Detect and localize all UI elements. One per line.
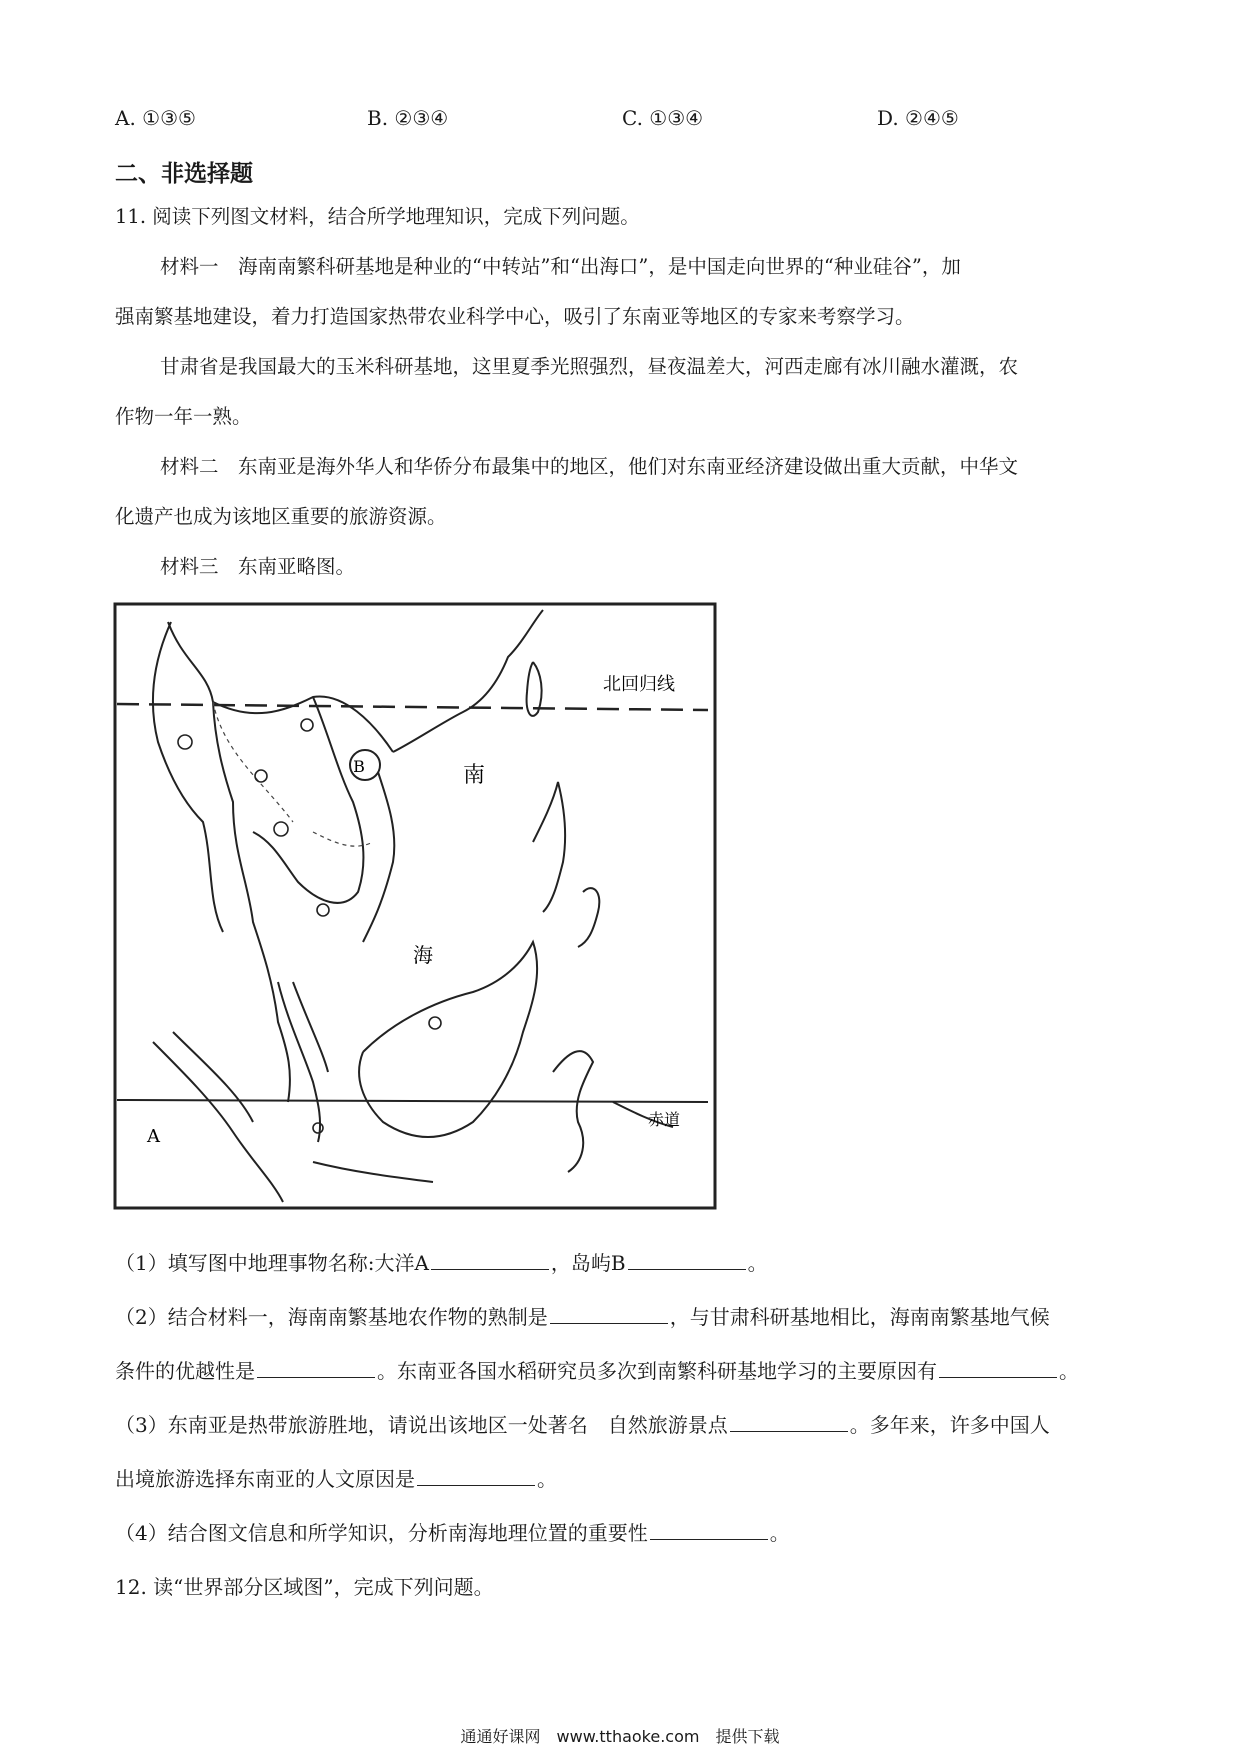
gansu-line-1: 甘肃省是我国最大的玉米科研基地，这里夏季光照强烈，昼夜温差大，河西走廊有冰川融水灌溉，农 <box>160 355 1019 378</box>
sub2-line1-suffix: ，与甘肃科研基地相比，海南南繁基地气候 <box>669 1305 1050 1329</box>
answer-blank-natural-attraction[interactable] <box>730 1411 848 1432</box>
answer-blank-importance[interactable] <box>650 1519 768 1540</box>
map-svg <box>113 602 717 1214</box>
sub3-line2-prefix: 出境旅游选择东南亚的人文原因是 <box>115 1467 415 1491</box>
label-island-b: B <box>353 757 365 776</box>
material-2-line-1: 材料二 东南亚是海外华人和华侨分布最集中的地区，他们对东南亚经济建设做出重大贡献，中华文 <box>160 455 1019 478</box>
sub1-middle: ，岛屿B <box>550 1251 626 1275</box>
material-1-line-1: 材料一 海南南繁科研基地是种业的“中转站”和“出海口”，是中国走向世界的“种业硅谷”，加 <box>160 255 961 278</box>
sea-char-2: 海 <box>413 943 433 967</box>
answer-blank-climate-advantage[interactable] <box>257 1357 375 1378</box>
southeast-asia-map <box>113 602 717 1214</box>
sub2-line2-prefix: 条件的优越性是 <box>115 1359 255 1383</box>
material-3: 材料三 东南亚略图。 <box>160 555 356 578</box>
sub3-line1-prefix: （3）东南亚是热带旅游胜地，请说出该地区一处著名 自然旅游景点 <box>115 1413 728 1437</box>
footer-source: 通通好课网 www.tthaoke.com 提供下载 <box>460 1727 780 1746</box>
sub2-line1-prefix: （2）结合材料一，海南南繁基地农作物的熟制是 <box>115 1305 548 1329</box>
option-b: B. ②③④ <box>367 106 449 130</box>
material-2-line-2: 化遗产也成为该地区重要的旅游资源。 <box>115 505 447 528</box>
sub-question-2-line-1 <box>115 1290 1050 1344</box>
sub2-line2-suffix: 。 <box>1059 1359 1079 1383</box>
section-title: 二、非选择题 <box>115 161 253 187</box>
gansu-line-2: 作物一年一熟。 <box>115 405 252 428</box>
sub-question-3-line-2 <box>115 1452 557 1506</box>
answer-blank-island-b[interactable] <box>628 1249 746 1270</box>
equator-label: 赤道 <box>648 1110 681 1129</box>
option-c: C. ①③④ <box>622 106 704 130</box>
label-ocean-a: A <box>147 1126 160 1147</box>
answer-blank-cultural-reason[interactable] <box>417 1465 535 1486</box>
answer-blank-ocean-a[interactable] <box>431 1249 549 1270</box>
sub1-suffix: 。 <box>747 1251 768 1275</box>
tropic-label: 北回归线 <box>603 674 675 695</box>
question-12-stem: 12. 读“世界部分区域图”，完成下列问题。 <box>115 1575 494 1599</box>
option-d: D. ②④⑤ <box>877 106 959 130</box>
answer-blank-main-reason[interactable] <box>939 1357 1057 1378</box>
question-11-stem: 11. 阅读下列图文材料，结合所学地理知识，完成下列问题。 <box>115 205 640 228</box>
sub3-line2-suffix: 。 <box>537 1467 557 1491</box>
sea-char-1: 南 <box>463 763 486 788</box>
answer-blank-cropping-system[interactable] <box>550 1303 668 1324</box>
option-a: A. ①③⑤ <box>115 106 196 130</box>
sub-question-3-line-1 <box>115 1398 1050 1452</box>
sub-question-2-line-2 <box>115 1344 1079 1398</box>
sub2-line2-middle: 。东南亚各国水稻研究员多次到南繁科研基地学习的主要原因有 <box>377 1359 937 1383</box>
sub3-line1-suffix: 。多年来，许多中国人 <box>849 1413 1050 1437</box>
sub4-prefix: （4）结合图文信息和所学知识，分析南海地理位置的重要性 <box>115 1521 648 1545</box>
material-1-line-2: 强南繁基地建设，着力打造国家热带农业科学中心，吸引了东南亚等地区的专家来考察学习。 <box>115 305 915 328</box>
sub-question-1 <box>115 1236 768 1290</box>
sub4-suffix: 。 <box>769 1521 790 1545</box>
sub1-prefix: （1）填写图中地理事物名称:大洋A <box>115 1251 429 1275</box>
sub-question-4 <box>115 1506 790 1560</box>
